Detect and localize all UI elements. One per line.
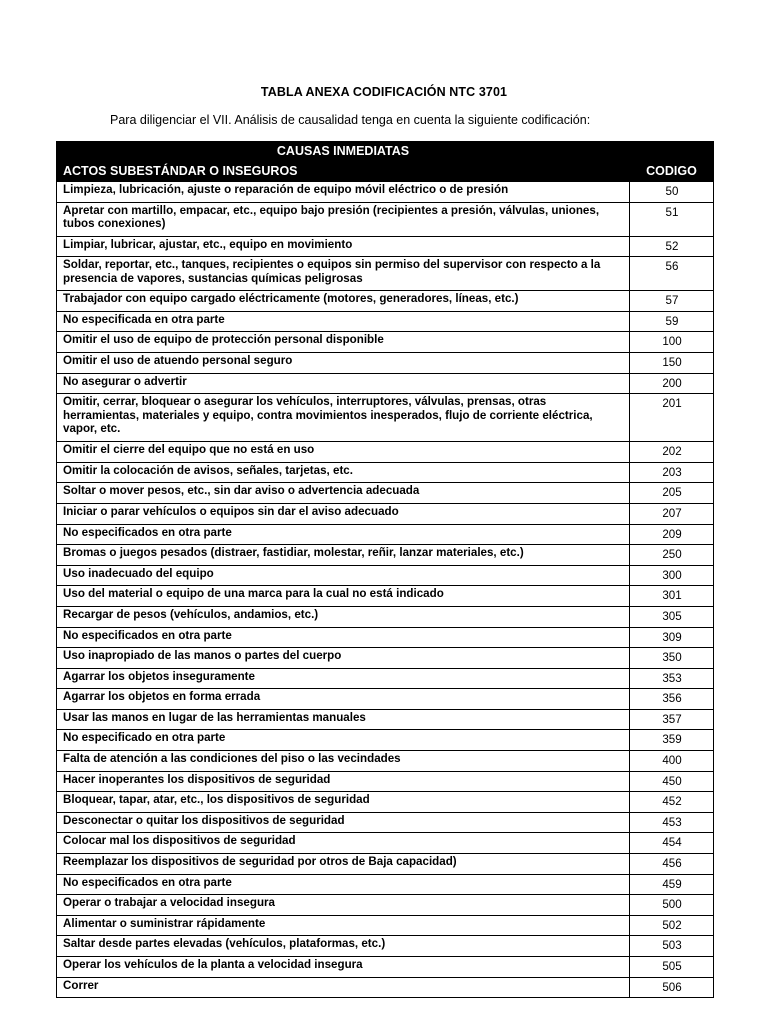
header-codigo: CODIGO xyxy=(630,162,714,182)
table-row xyxy=(57,977,714,998)
cause-code: 500 xyxy=(630,895,714,916)
cause-description: Omitir, cerrar, bloquear o asegurar los vehículos, interruptores, válvulas, prensas, otras herramientas, materiales y equipo, contra movimientos inesperados, flujo de corriente eléctrica, vapor, etc. xyxy=(57,394,630,442)
cause-description: Hacer inoperantes los dispositivos de seguridad xyxy=(57,771,630,792)
cause-code: 454 xyxy=(630,833,714,854)
table-row xyxy=(57,771,714,792)
table-row xyxy=(57,373,714,394)
table-row xyxy=(57,332,714,353)
cause-description: Correr xyxy=(57,977,630,998)
table-row xyxy=(57,627,714,648)
cause-code: 503 xyxy=(630,936,714,957)
cause-code: 56 xyxy=(630,257,714,291)
cause-description: Operar los vehículos de la planta a velocidad insegura xyxy=(57,957,630,978)
cause-code: 400 xyxy=(630,751,714,772)
table-header-row xyxy=(57,162,714,182)
cause-description: No especificados en otra parte xyxy=(57,874,630,895)
cause-code: 59 xyxy=(630,311,714,332)
header-causas-inmediatas: CAUSAS INMEDIATAS xyxy=(57,142,630,162)
table-row xyxy=(57,291,714,312)
cause-description: Trabajador con equipo cargado eléctricamente (motores, generadores, líneas, etc.) xyxy=(57,291,630,312)
cause-description: Colocar mal los dispositivos de seguridad xyxy=(57,833,630,854)
cause-code: 305 xyxy=(630,606,714,627)
table-body xyxy=(57,182,714,998)
table-row xyxy=(57,565,714,586)
cause-description: Omitir el uso de equipo de protección personal disponible xyxy=(57,332,630,353)
header-blank xyxy=(630,142,714,162)
cause-description: Iniciar o parar vehículos o equipos sin dar el aviso adecuado xyxy=(57,503,630,524)
table-row xyxy=(57,394,714,442)
cause-description: Agarrar los objetos inseguramente xyxy=(57,668,630,689)
cause-description: No especificado en otra parte xyxy=(57,730,630,751)
cause-description: Limpieza, lubricación, ajuste o reparación de equipo móvil eléctrico o de presión xyxy=(57,182,630,203)
table-row xyxy=(57,895,714,916)
table-row xyxy=(57,833,714,854)
header-actos-subestandar: ACTOS SUBESTÁNDAR O INSEGUROS xyxy=(57,162,630,182)
cause-code: 207 xyxy=(630,503,714,524)
table-row xyxy=(57,854,714,875)
cause-code: 202 xyxy=(630,442,714,463)
table-row xyxy=(57,606,714,627)
cause-description: Soldar, reportar, etc., tanques, recipientes o equipos sin permiso del supervisor con respecto a la presencia de vapores, sustancias químicas peligrosas xyxy=(57,257,630,291)
cause-code: 100 xyxy=(630,332,714,353)
cause-description: Uso inadecuado del equipo xyxy=(57,565,630,586)
table-row xyxy=(57,792,714,813)
cause-description: No asegurar o advertir xyxy=(57,373,630,394)
cause-code: 350 xyxy=(630,648,714,669)
cause-description: Agarrar los objetos en forma errada xyxy=(57,689,630,710)
table-row xyxy=(57,915,714,936)
table-row xyxy=(57,311,714,332)
cause-code: 452 xyxy=(630,792,714,813)
table-row xyxy=(57,524,714,545)
table-row xyxy=(57,874,714,895)
table-row xyxy=(57,936,714,957)
cause-description: Omitir el uso de atuendo personal seguro xyxy=(57,352,630,373)
table-row xyxy=(57,709,714,730)
table-row xyxy=(57,236,714,257)
table-row xyxy=(57,668,714,689)
cause-description: Saltar desde partes elevadas (vehículos, plataformas, etc.) xyxy=(57,936,630,957)
cause-description: Omitir el cierre del equipo que no está en uso xyxy=(57,442,630,463)
cause-description: Desconectar o quitar los dispositivos de seguridad xyxy=(57,812,630,833)
cause-code: 300 xyxy=(630,565,714,586)
cause-code: 51 xyxy=(630,202,714,236)
cause-description: Soltar o mover pesos, etc., sin dar aviso o advertencia adecuada xyxy=(57,483,630,504)
cause-description: Omitir la colocación de avisos, señales, tarjetas, etc. xyxy=(57,462,630,483)
table-row xyxy=(57,462,714,483)
cause-description: Reemplazar los dispositivos de seguridad por otros de Baja capacidad) xyxy=(57,854,630,875)
table-row xyxy=(57,503,714,524)
table-row xyxy=(57,648,714,669)
cause-code: 357 xyxy=(630,709,714,730)
cause-description: No especificada en otra parte xyxy=(57,311,630,332)
cause-code: 459 xyxy=(630,874,714,895)
table-row xyxy=(57,442,714,463)
cause-code: 301 xyxy=(630,586,714,607)
cause-description: Uso del material o equipo de una marca para la cual no está indicado xyxy=(57,586,630,607)
cause-code: 450 xyxy=(630,771,714,792)
cause-code: 209 xyxy=(630,524,714,545)
table-row xyxy=(57,730,714,751)
cause-description: Falta de atención a las condiciones del piso o las vecindades xyxy=(57,751,630,772)
cause-code: 205 xyxy=(630,483,714,504)
causes-table xyxy=(56,141,714,998)
cause-code: 57 xyxy=(630,291,714,312)
cause-description: No especificados en otra parte xyxy=(57,524,630,545)
table-row xyxy=(57,182,714,203)
table-row xyxy=(57,812,714,833)
cause-code: 359 xyxy=(630,730,714,751)
table-row xyxy=(57,586,714,607)
cause-code: 201 xyxy=(630,394,714,442)
cause-description: Operar o trabajar a velocidad insegura xyxy=(57,895,630,916)
table-row xyxy=(57,957,714,978)
cause-code: 356 xyxy=(630,689,714,710)
cause-code: 200 xyxy=(630,373,714,394)
cause-code: 502 xyxy=(630,915,714,936)
cause-code: 506 xyxy=(630,977,714,998)
cause-description: Uso inapropiado de las manos o partes del cuerpo xyxy=(57,648,630,669)
cause-description: Alimentar o suministrar rápidamente xyxy=(57,915,630,936)
cause-description: Usar las manos en lugar de las herramientas manuales xyxy=(57,709,630,730)
table-row xyxy=(57,257,714,291)
cause-description: Bromas o juegos pesados (distraer, fastidiar, molestar, reñir, lanzar materiales, etc.) xyxy=(57,545,630,566)
cause-code: 505 xyxy=(630,957,714,978)
table-row xyxy=(57,483,714,504)
cause-code: 203 xyxy=(630,462,714,483)
cause-code: 50 xyxy=(630,182,714,203)
table-row xyxy=(57,202,714,236)
cause-description: Bloquear, tapar, atar, etc., los dispositivos de seguridad xyxy=(57,792,630,813)
cause-code: 456 xyxy=(630,854,714,875)
cause-code: 309 xyxy=(630,627,714,648)
cause-description: Recargar de pesos (vehículos, andamios, etc.) xyxy=(57,606,630,627)
cause-description: No especificados en otra parte xyxy=(57,627,630,648)
cause-code: 353 xyxy=(630,668,714,689)
cause-code: 52 xyxy=(630,236,714,257)
cause-code: 250 xyxy=(630,545,714,566)
table-header-row-top xyxy=(57,142,714,162)
document-title: TABLA ANEXA CODIFICACIÓN NTC 3701 xyxy=(260,85,508,99)
document-intro: Para diligenciar el VII. Análisis de causalidad tenga en cuenta la siguiente codificación: xyxy=(110,113,591,127)
cause-description: Apretar con martillo, empacar, etc., equipo bajo presión (recipientes a presión, válvulas, uniones, tubos conexiones) xyxy=(57,202,630,236)
table-row xyxy=(57,352,714,373)
table-row xyxy=(57,751,714,772)
cause-description: Limpiar, lubricar, ajustar, etc., equipo en movimiento xyxy=(57,236,630,257)
table-row xyxy=(57,689,714,710)
cause-code: 453 xyxy=(630,812,714,833)
cause-code: 150 xyxy=(630,352,714,373)
table-row xyxy=(57,545,714,566)
